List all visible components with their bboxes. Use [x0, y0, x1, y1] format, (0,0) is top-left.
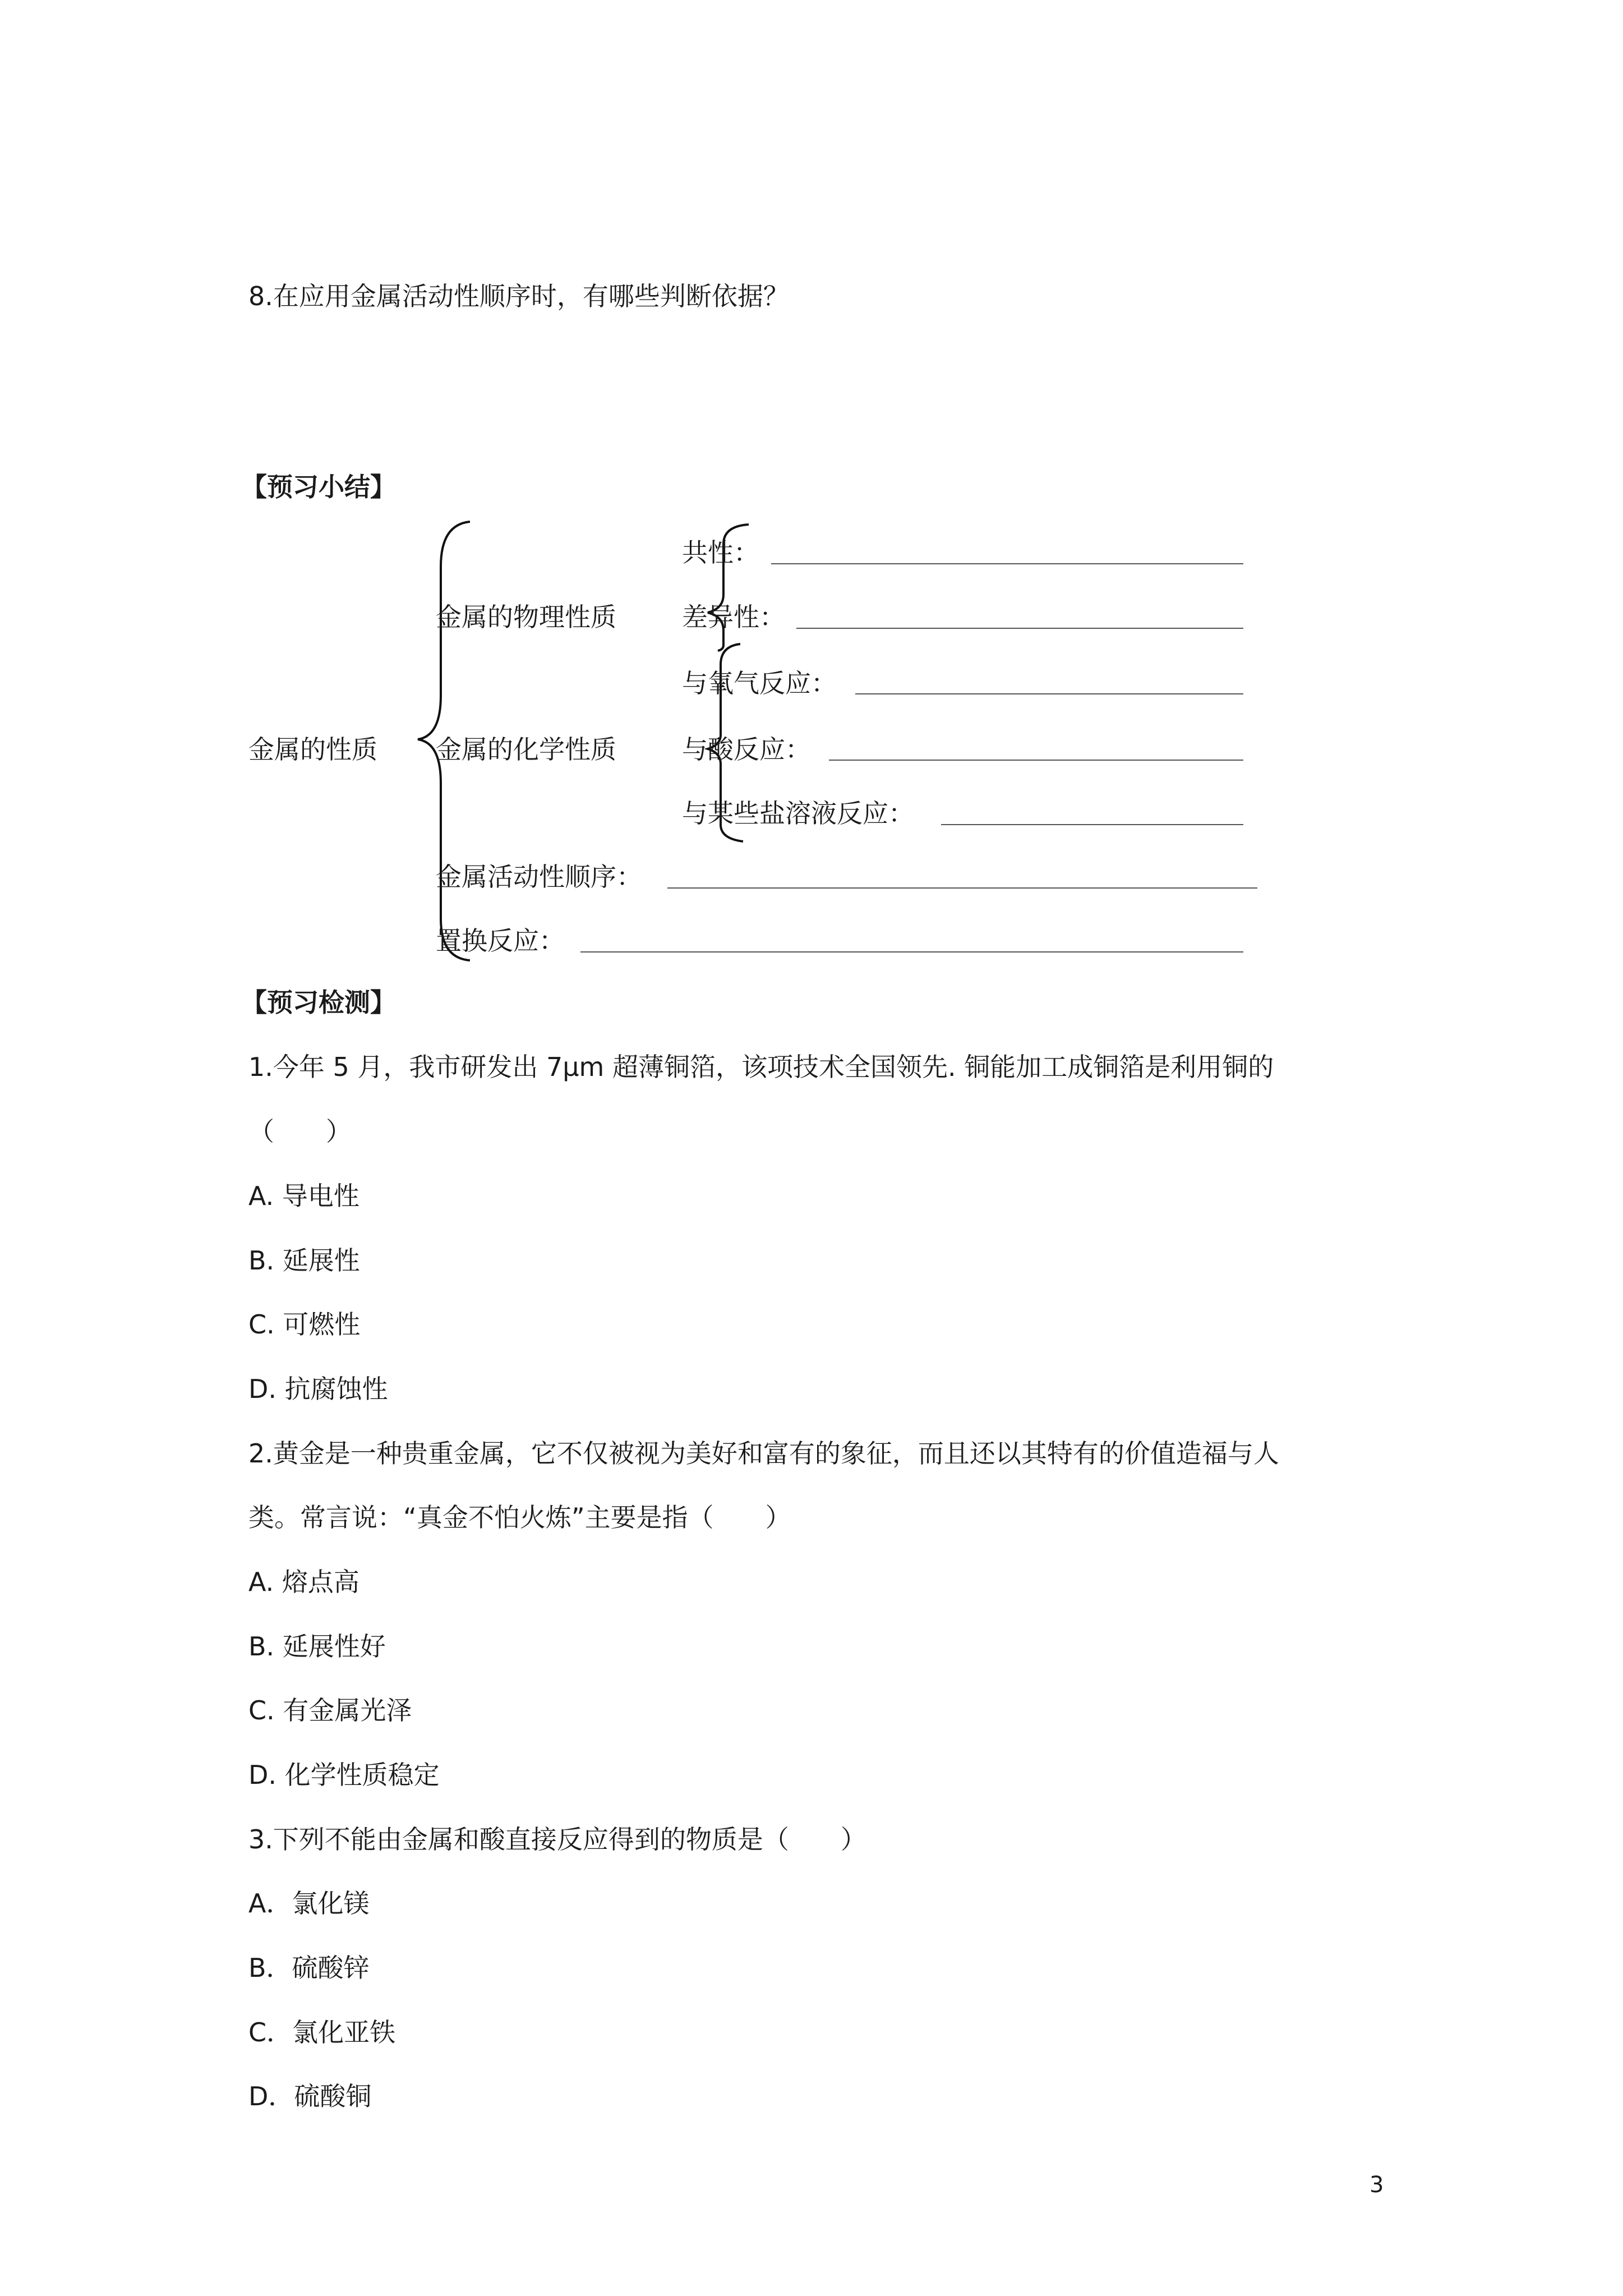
- question-1-option-b[interactable]: B. 延展性: [248, 1245, 360, 1276]
- activity-series-label: 金属活动性顺序：: [436, 862, 642, 892]
- physical-difference-label: 差异性：: [682, 602, 785, 632]
- question-2-stem: 2.黄金是一种贵重金属，它不仅被视为美好和富有的象征，而且还以其特有的价值造福与人: [248, 1438, 1279, 1469]
- test-heading: 【预习检测】: [241, 987, 396, 1018]
- question-8: 8.在应用金属活动性顺序时，有哪些判断依据？: [248, 281, 789, 311]
- chemical-acid-label: 与酸反应：: [682, 734, 811, 765]
- summary-heading: 【预习小结】: [241, 472, 396, 502]
- chemical-acid-blank[interactable]: [829, 760, 1243, 761]
- question-2-option-c[interactable]: C. 有金属光泽: [248, 1695, 412, 1726]
- physical-common-blank[interactable]: [771, 563, 1243, 564]
- page-number: 3: [1370, 2172, 1384, 2198]
- physical-label: 金属的物理性质: [436, 602, 616, 632]
- question-2-stem-cont: 类。常言说：“真金不怕火炼”主要是指（ ）: [248, 1502, 791, 1533]
- activity-series-blank[interactable]: [667, 887, 1257, 889]
- question-3-stem: 3.下列不能由金属和酸直接反应得到的物质是（ ）: [248, 1824, 866, 1855]
- question-3-option-c[interactable]: C．氯化亚铁: [248, 2017, 396, 2047]
- question-1-option-d[interactable]: D. 抗腐蚀性: [248, 1374, 388, 1404]
- question-3-option-b[interactable]: B．硫酸锌: [248, 1953, 370, 1983]
- chemical-label: 金属的化学性质: [436, 734, 616, 765]
- physical-difference-blank[interactable]: [796, 628, 1243, 629]
- chemical-salt-label: 与某些盐溶液反应：: [682, 798, 914, 829]
- question-2-option-d[interactable]: D. 化学性质稳定: [248, 1760, 440, 1790]
- question-2-option-b[interactable]: B. 延展性好: [248, 1631, 386, 1662]
- replacement-reaction-blank[interactable]: [580, 951, 1243, 953]
- question-2-option-a[interactable]: A. 熔点高: [248, 1567, 359, 1597]
- chemical-oxygen-blank[interactable]: [855, 693, 1243, 694]
- summary-root: 金属的性质: [248, 734, 377, 765]
- question-1-option-a[interactable]: A. 导电性: [248, 1181, 359, 1211]
- replacement-reaction-label: 置换反应：: [436, 926, 565, 956]
- chemical-oxygen-label: 与氧气反应：: [682, 668, 837, 698]
- chemical-salt-blank[interactable]: [941, 824, 1243, 825]
- physical-common-label: 共性：: [682, 537, 759, 568]
- question-1-stem-cont: （ ）: [248, 1116, 352, 1147]
- question-1-stem: 1.今年 5 月，我市研发出 7μm 超薄铜箔，该项技术全国领先. 铜能加工成铜箔是利用铜的: [248, 1052, 1274, 1082]
- question-1-option-c[interactable]: C. 可燃性: [248, 1309, 361, 1340]
- question-3-option-d[interactable]: D．硫酸铜: [248, 2081, 372, 2111]
- question-3-option-a[interactable]: A．氯化镁: [248, 1888, 370, 1918]
